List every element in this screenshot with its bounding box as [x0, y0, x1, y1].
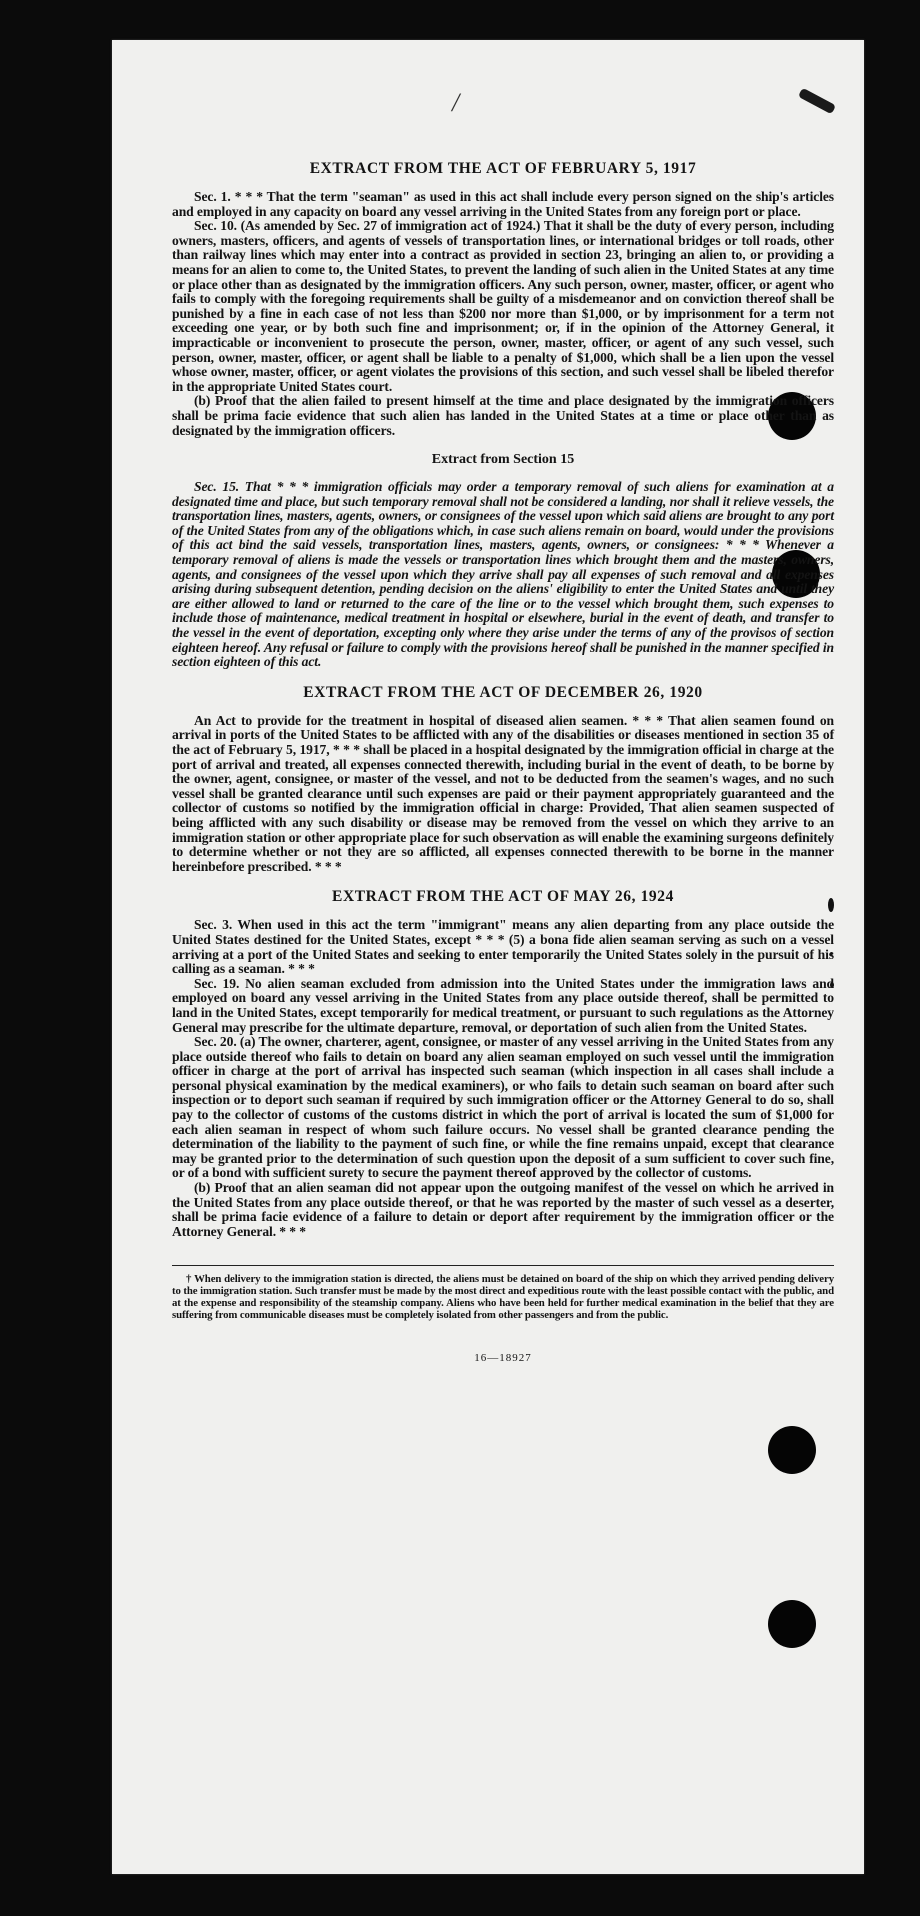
- punch-hole-4: [768, 1600, 816, 1648]
- footnote: [172, 1274, 834, 1321]
- section-3-text: Sec. 3. When used in this act the term "immigrant" means any alien departing from any place outside the United States destined for the United States, except * * * (5) a bona fide alien seaman serving as such on a vessel arriving at a port of the United States and seeking to enter temporarily the United States solely in the pursuit of his calling as a seaman. * * *: [172, 917, 834, 977]
- heading-act-1924: EXTRACT FROM THE ACT OF MAY 26, 1924: [332, 888, 674, 906]
- heading-section-15: Extract from Section 15: [431, 452, 575, 468]
- heading-act-1920: EXTRACT FROM THE ACT OF DECEMBER 26, 1920: [303, 683, 703, 701]
- section-1-text: Sec. 1. * * * That the term "seaman" as used in this act shall include every person signed on the ship's articles and employed in any capacity on board any vessel arriving in the United States from any foreign port or place.: [172, 189, 834, 219]
- page-number: 16—18927: [474, 1351, 532, 1364]
- footnote-divider: [172, 1265, 834, 1266]
- punch-hole-3: [768, 1426, 816, 1474]
- heading-act-1917: EXTRACT FROM THE ACT OF FEBRUARY 5, 1917: [309, 160, 697, 177]
- section-15-text: Sec. 15. That * * * immigration officials may order a temporary removal of such aliens for examination at a designated time and place, but such temporary removal shall not be considered a landing, nor shall it relieve vessels, the transportation lines, masters, agents, owners, or consignees of the vessel upon which said aliens are brought to any port of the United States from any of the obligations which, in case such aliens remain on board, would under the provisions of this act bind the said vessels, transportation lines, masters, agents, owners, or consignees: * * * Whenever a temporary removal of aliens is made the vessels or transportation lines which brought them and the masters, owners, agents, and consignees of the vessel upon which they arrive shall pay all expenses of such removal and all expenses arising during subsequent detention, pending decision on the aliens' eligibility to enter the United States and until they are either allowed to land or returned to the care of the line or to the vessel which brought them, such expenses to include those of maintenance, medical treatment in hospital or elsewhere, burial in the event of death, and transfer to the vessel in the event of deportation, excepting only where they arise under the terms of any of the provisos of section eighteen hereof. Any refusal or failure to comply with the provisions hereof shall be punished in the manner specified in section eighteen of this act.: [172, 479, 834, 670]
- section-20b-text: (b) Proof that an alien seaman did not appear upon the outgoing manifest of the vessel on which he arrived in the United States from any place outside thereof, or that he was reported by the master of such vessel as a deserter, shall be prima facie evidence of a failure to detain or deport after requirement by the immigration officer or the Attorney General. * * *: [172, 1180, 834, 1239]
- section-20-text: Sec. 20. (a) The owner, charterer, agent, consignee, or master of any vessel arriving in the United States from any place outside thereof who fails to detain on board any alien seaman employed on such vessel until the immigration officer in charge at the port of arrival has inspected such seaman (which inspection in all cases shall include a personal physical examination by the medical examiners), or who fails to detain such seaman on board after such inspection or to deport such seaman if required by such immigration officer or the Attorney General to do so, shall pay to the collector of customs of the customs district in which the port of arrival is located the sum of $1,000 for each alien seaman in respect of whom such failure occurs. No vessel shall be granted clearance pending the determination of the liability to the payment of such fine, or while the fine remains unpaid, except that clearance may be granted prior to the determination of such question upon the deposit of a sum sufficient to cover such fine, or of a bond with sufficient surety to secure the payment thereof approved by the collector of customs.: [172, 1034, 834, 1181]
- section-19-text: Sec. 19. No alien seaman excluded from admission into the United States under the immigration laws and employed on board any vessel arriving in the United States from any place outside thereof, shall be permitted to land in the United States, except temporarily for medical treatment, or pursuant to such regulations as the Attorney General may prescribe for the ultimate departure, removal, or deportation of such alien from the United States.: [172, 975, 834, 1035]
- act-1920-text: An Act to provide for the treatment in hospital of diseased alien seamen. * * * That alien seamen found on arrival in ports of the United States to be afflicted with any of the disabilities or diseases mentioned in section 35 of the act of February 5, 1917, * * * shall be placed in a hospital designated by the immigration official in charge at the port of arrival and treated, all expenses connected therewith, including burial in the event of death, to be borne by the owner, agent, consignee, or master of the vessel, and not to be deducted from the seamen's wages, and no such vessel shall be granted clearance until such expenses are paid or their payment appropriately guaranteed and the collector of customs so notified by the immigration official in charge: Provided, That alien seamen suspected of being afflicted with any such disability or disease may be removed from the vessel on which they arrive to an immigration station or other appropriate place for such observation as will enable the examining surgeons definitely to determine whether or not they are so afflicted, all expenses connected therewith to be borne in the manner hereinbefore prescribed. * * *: [172, 712, 834, 874]
- section-10-text: Sec. 10. (As amended by Sec. 27 of immigration act of 1924.) That it shall be the duty of every person, including owners, masters, officers, and agents of vessels of transportation lines, or international bridges or toll roads, other than railway lines which may enter into a contract as provided in section 23, bringing an alien to, or providing a means for an alien to come to, the United States, to prevent the landing of such alien in the United States at any time or place other than as designated by the immigration officers. Any such person, owner, master, officer, or agent who fails to comply with the foregoing requirements shall be guilty of a misdemeanor and on conviction thereof shall be punished by a fine in each case of not less than $200 nor more than $1,000, or by imprisonment for a term not exceeding one year, or by both such fine and imprisonment; or, if in the opinion of the Attorney General, it impracticable or inconvenient to prosecute the person, owner, master, officer, or agent of any such vessel, such person, owner, master, officer, or agent shall be liable to a penalty of $1,000, which shall be a lien upon the vessel whose owner, master, officer, or agent violates the provisions of this section, and such vessel shall be libeled therefor in the appropriate United States court.: [172, 218, 834, 394]
- document-page: [112, 40, 864, 1874]
- handwritten-mark: /: [452, 88, 460, 117]
- document-body: [172, 158, 834, 1364]
- footnote-text: † When delivery to the immigration station is directed, the aliens must be detained on board of the ship on which they arrived pending delivery to the immigration station. Such transfer must be made by the most direct and expeditious route with the least possible contact with the public, and at the expense and responsibility of the steamship company. Aliens who have been held for further medical examination in the belief that they are suffering from communicable diseases must be completely isolated from other passengers and from the public.: [172, 1273, 834, 1321]
- ink-stroke-mark: [798, 88, 836, 115]
- section-10b-text: (b) Proof that the alien failed to present himself at the time and place designated by the immigration officers shall be prima facie evidence that such alien has landed in the United States at a time or place other than as designated by the immigration officers.: [172, 393, 834, 438]
